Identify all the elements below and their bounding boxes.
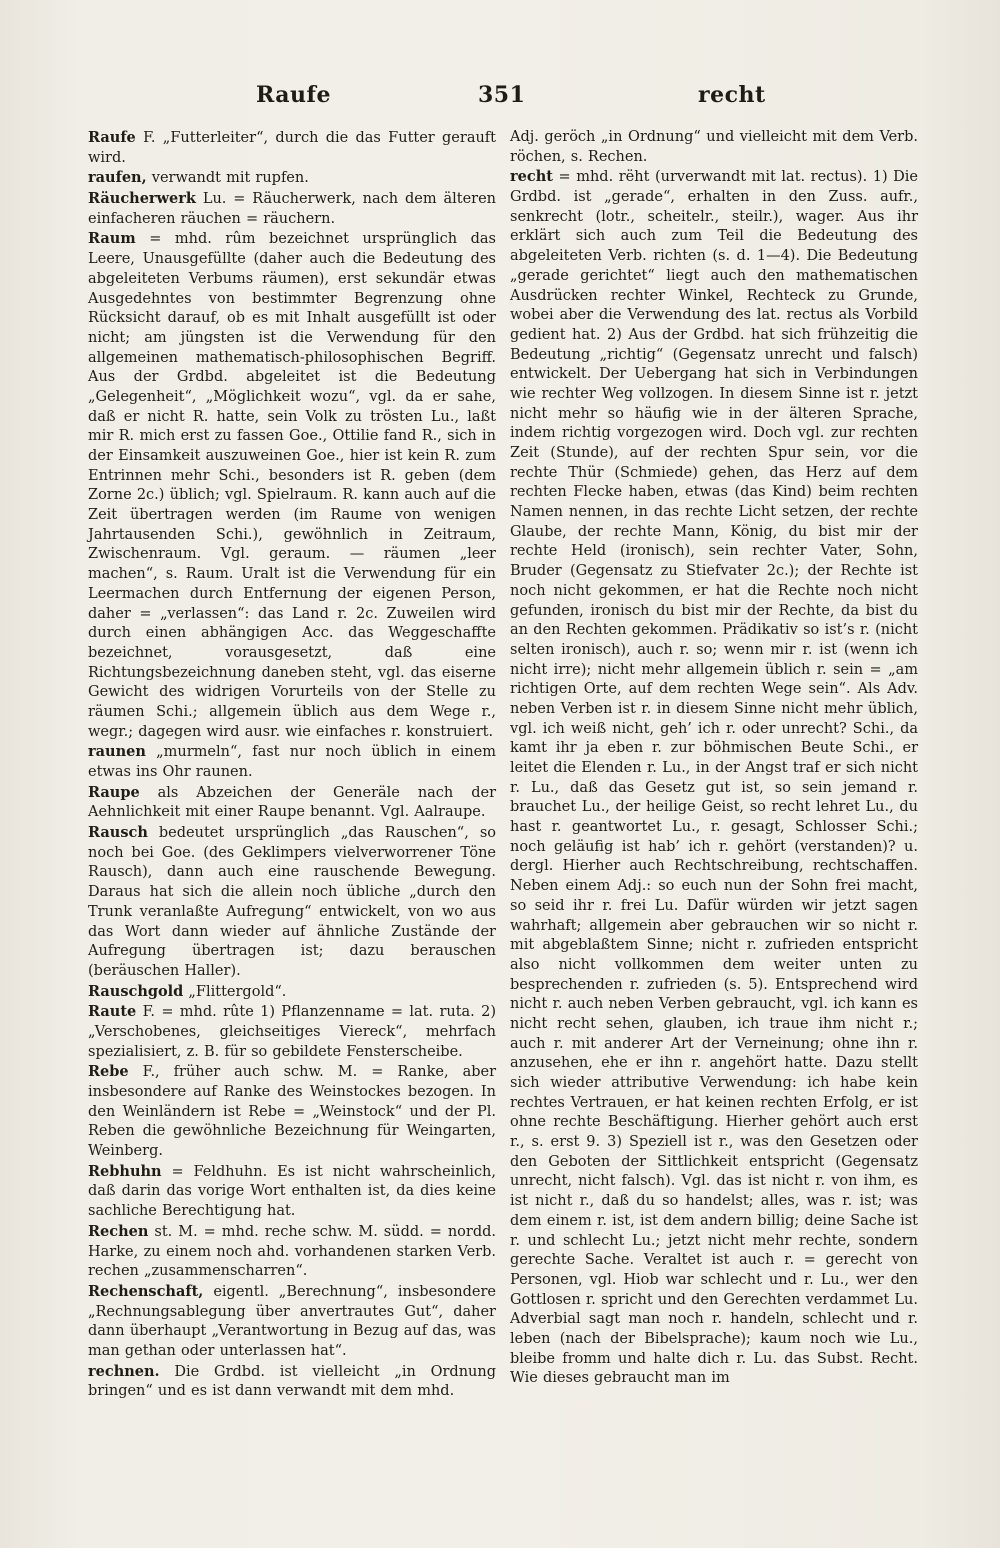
entry-headword: Raupe: [88, 783, 140, 801]
entry-headword: Raufe: [88, 129, 136, 146]
dictionary-entry: [88, 823, 496, 982]
dictionary-entry: [88, 229, 496, 742]
entry-text: Adj. geröch „in Ordnung“ und vielleicht mit dem Verb. röchen, s. Rechen.: [510, 129, 918, 165]
dictionary-entry: [88, 189, 496, 229]
entry-text: „Flittergold“.: [188, 983, 287, 1000]
dictionary-entry: [88, 1282, 496, 1362]
entry-headword: Rechenschaft,: [88, 1282, 204, 1300]
dictionary-entry: [88, 1162, 496, 1222]
entry-text: als Abzeichen der Generäle nach der Aehnlichkeit mit einer Raupe benannt. Vgl. Aalraupe.: [88, 784, 497, 821]
left-column: [88, 128, 496, 1402]
entry-text: = mhd. rëht (urverwandt mit lat. rectus). 1) Die Grdbd. ist „gerade“, erhalten in den Zuss. aufr., senkrecht (lotr., scheitelr., steilr.), wager. Aus ihr erklärt sich auch zum Teil die Bedeutung des abgeleiteten Verb. richten (s. d. 1—4). Die Bedeutung „gerade gerichtet“ liegt auch den mathematischen Ausdrücken rechter Winkel, Rechteck zu Grunde, wobei aber die Verwendung des lat. rectus als Vorbild gedient hat. 2) Aus der Grdbd. hat sich frühzeitig die Bedeutung „richtig“ (Gegensatz unrecht und falsch) entwickelt. Der Uebergang hat sich in Verbindungen wie rechter Weg vollzogen. In diesem Sinne ist r. jetzt nicht mehr so häufig wie in der älteren Sprache, indem richtig vorgezogen wird. Doch vgl. zur rechten Zeit (Stunde), auf der rechten Spur sein, vor die rechte Thür (Schmiede) gehen, das Herz auf dem rechten Flecke haben, etwas (das Kind) beim rechten Namen nennen, in das rechte Licht setzen, der rechte Glaube, der rechte Mann, König, du bist mir der rechte Held (ironisch), sein rechter Vater, Sohn, Bruder (Gegensatz zu Stiefvater 2c.); der Rechte ist noch nicht gekommen, er hat die Rechte noch nicht gefunden, ironisch du bist mir der Rechte, da bist du an den Rechten gekommen. Prädikativ so ist’s r. (nicht selten ironisch), auch r. so; wenn mir r. ist (wenn ich nicht irre); nicht mehr allgemein üblich r. sein = „am richtigen Orte, auf dem rechten Wege sein“. Als Adv. neben Verben ist r. in diesem Sinne nicht mehr üblich, vgl. ich weiß nicht, geh’ ich r. oder unrecht? Schi., da kamt ihr ja eben r. zur böhmischen Beute Schi., er leitet die Elenden r. Lu., in der Angst traf er sich nicht r. Lu., daß das Gesetz gut ist, so sein jemand r. brauchet Lu., der heilige Geist, so recht lehret Lu., du hast r. geantwortet Lu., r. gesagt, Schlosser Schi.; noch geläufig ist hab’ ich r. gehört (verstanden)? u. dergl. Hierher auch Rechtschreibung, rechtschaffen. Neben einem Adj.: so euch nun der Sohn frei macht, so seid ihr r. frei Lu. Dafür würden wir jetzt sagen wahrhaft; allgemein aber gebrauchen wir so nicht r. mit abgeblaßtem Sinne; nicht r. zufrieden entspricht also nicht vollkommen dem weiter unten zu besprechenden r. zufrieden (s. 5). Entsprechend wird nicht r. auch neben Verben gebraucht, vgl. ich kann es nicht recht sehen, glauben, ich traue ihm nicht r.; auch r. mit anderer Art der Verneinung; ohne ihn r. anzusehen, ehe er ihn r. angehört hatte. Dazu stellt sich wieder attributive Verwendung: ich habe kein rechtes Vertrauen, er hat keinen rechten Erfolg, er ist ohne rechte Beschäftigung. Hierher gehört auch erst r., s. erst 9. 3) Speziell ist r., was den Gesetzen oder den Geboten der Sittlichkeit entspricht (Gegensatz unrecht, nicht falsch). Vgl. das ist nicht r. von ihm, es ist nicht r., daß du so handelst; alles, was r. ist; was dem einem r. ist, ist dem andern billig; deine Sache ist r. und schlecht Lu.; jetzt nicht mehr rechte, sondern gerechte Sache. Veraltet ist auch r. = gerecht von Personen, vgl. Hiob war schlecht und r. Lu., wer den Gottlosen r. spricht und den Gerechten verdammet Lu. Adverbial sagt man noch r. handeln, schlecht und r. leben (nach der Bibelsprache); kaum noch wie Lu., bleibe fromm und halte dich r. Lu. das Subst. Recht. Wie dieses gebraucht man im: [510, 169, 919, 1387]
entry-text: eigentl. „Berechnung“, insbesondere „Rechnungsablegung über anvertrautes Gut“, daher dann überhaupt „Verantwortung in Bezug auf das, was man gethan oder unterlassen hat“.: [88, 1283, 497, 1359]
entry-headword: Rebe: [88, 1063, 129, 1081]
running-header: [88, 82, 928, 116]
entry-headword: Rausch: [88, 824, 148, 842]
dictionary-entry: [88, 168, 496, 189]
dictionary-entry: [510, 167, 918, 1389]
header-right-keyword: recht: [698, 82, 766, 108]
entry-text: bedeutet ursprünglich „das Rauschen“, so noch bei Goe. (des Geklimpers vielverworrener Töne Rausch), dann auch eine rauschende Bewegung. Daraus hat sich die allein noch übliche „durch den Trunk veranlaßte Aufregung“ entwickelt, von wo aus das Wort dann wieder auf ähnliche Zustände der Aufregung übertragen ist; dazu berauschen (beräuschen Haller).: [88, 825, 497, 979]
entry-text: F. = mhd. rûte 1) Pflanzenname = lat. ruta. 2) „Verschobenes, gleichseitiges Viereck“, mehrfach spezialisiert, z. B. für so gebildete Fensterscheibe.: [88, 1004, 497, 1060]
header-left-keyword: Raufe: [256, 82, 331, 108]
entry-headword: rechnen.: [88, 1362, 160, 1380]
entry-headword: recht: [510, 168, 553, 186]
entry-text: Lu. = Räucherwerk, nach dem älteren einfacheren räuchen = räuchern.: [88, 191, 496, 227]
page-number: 351: [478, 82, 526, 108]
entry-headword: Raum: [88, 230, 136, 248]
entry-text: F., früher auch schw. M. = Ranke, aber insbesondere auf Ranke des Weinstockes bezogen. In den Weinländern ist Rebe = „Weinstock“ und der Pl. Reben die gewöhnliche Bezeichnung für Weingarten, Weinberg.: [88, 1064, 497, 1160]
dictionary-entry: [510, 128, 918, 167]
entry-text: st. M. = mhd. reche schw. M. südd. = nordd. Harke, zu einem noch ahd. vorhandenen starken Verb. rechen „zusammenscharren“.: [88, 1223, 496, 1280]
dictionary-entry: [88, 742, 496, 782]
entry-text: „murmeln“, fast nur noch üblich in einem etwas ins Ohr raunen.: [88, 744, 496, 780]
entry-text: F. „Futterleiter“, durch die das Futter gerauft wird.: [88, 130, 496, 166]
entry-headword: Rechen: [88, 1222, 149, 1240]
entry-headword: Rauschgold: [88, 982, 184, 1000]
dictionary-entry: [88, 1002, 496, 1062]
dictionary-entry: [88, 783, 496, 823]
entry-headword: Raute: [88, 1003, 137, 1021]
entry-headword: Räucherwerk: [88, 190, 196, 208]
entry-text: = Feldhuhn. Es ist nicht wahrscheinlich, daß darin das vorige Wort enthalten ist, da dies keine sachliche Berechtigung hat.: [88, 1163, 497, 1220]
dictionary-entry: [88, 1062, 496, 1161]
entry-text: = mhd. rûm bezeichnet ursprünglich das Leere, Unausgefüllte (daher auch die Bedeutung des abgeleiteten Verbums räumen), erst sekundär etwas Ausgedehntes von bestimmter Begrenzung ohne Rücksicht darauf, ob es mit Inhalt ausgefüllt ist oder nicht; am jüngsten ist die Verwendung für den allgemeinen mathematisch-philosophischen Begriff. Aus der Grdbd. abgeleitet ist die Bedeutung „Gelegenheit“, „Möglichkeit wozu“, vgl. da er sahe, daß er nicht R. hatte, sein Volk zu trösten Lu., laßt mir R. mich erst zu fassen Goe., Ottilie fand R., sich in der Einsamkeit auszuweinen Goe., hier ist kein R. zum Entrinnen mehr Schi., besonders ist R. geben (dem Zorne 2c.) üblich; vgl. Spielraum. R. kann auch auf die Zeit übertragen werden (im Raume von wenigen Jahrtausenden Schi.), gewöhnlich in Zeitraum, Zwischenraum. Vgl. geraum. — räumen „leer machen“, s. Raum. Uralt ist die Verwendung für ein Leermachen durch Entfernung der eigenen Person, daher = „verlassen“: das Land r. 2c. Zuweilen wird durch einen abhängigen Acc. das Weggeschaffte bezeichnet, vorausgesetzt, daß eine Richtungsbezeichnung daneben steht, vgl. das eiserne Gewicht des widrigen Vorurteils von der Stelle zu räumen Schi.; allgemein üblich aus dem Wege r., wegr.; dagegen wird ausr. wie einfaches r. konstruiert.: [88, 231, 497, 740]
entry-headword: raunen: [88, 743, 146, 761]
right-column: [510, 128, 918, 1389]
entry-headword: Rebhuhn: [88, 1162, 162, 1180]
entry-text: Die Grdbd. ist vielleicht „in Ordnung bringen“ und es ist dann verwandt mit dem mhd.: [88, 1363, 497, 1400]
dictionary-entry: [88, 1362, 496, 1402]
entry-headword: raufen,: [88, 169, 147, 187]
dictionary-entry: [88, 1222, 496, 1282]
entry-text: verwandt mit rupfen.: [151, 170, 309, 187]
dictionary-entry: [88, 982, 496, 1003]
dictionary-entry: [88, 128, 496, 168]
